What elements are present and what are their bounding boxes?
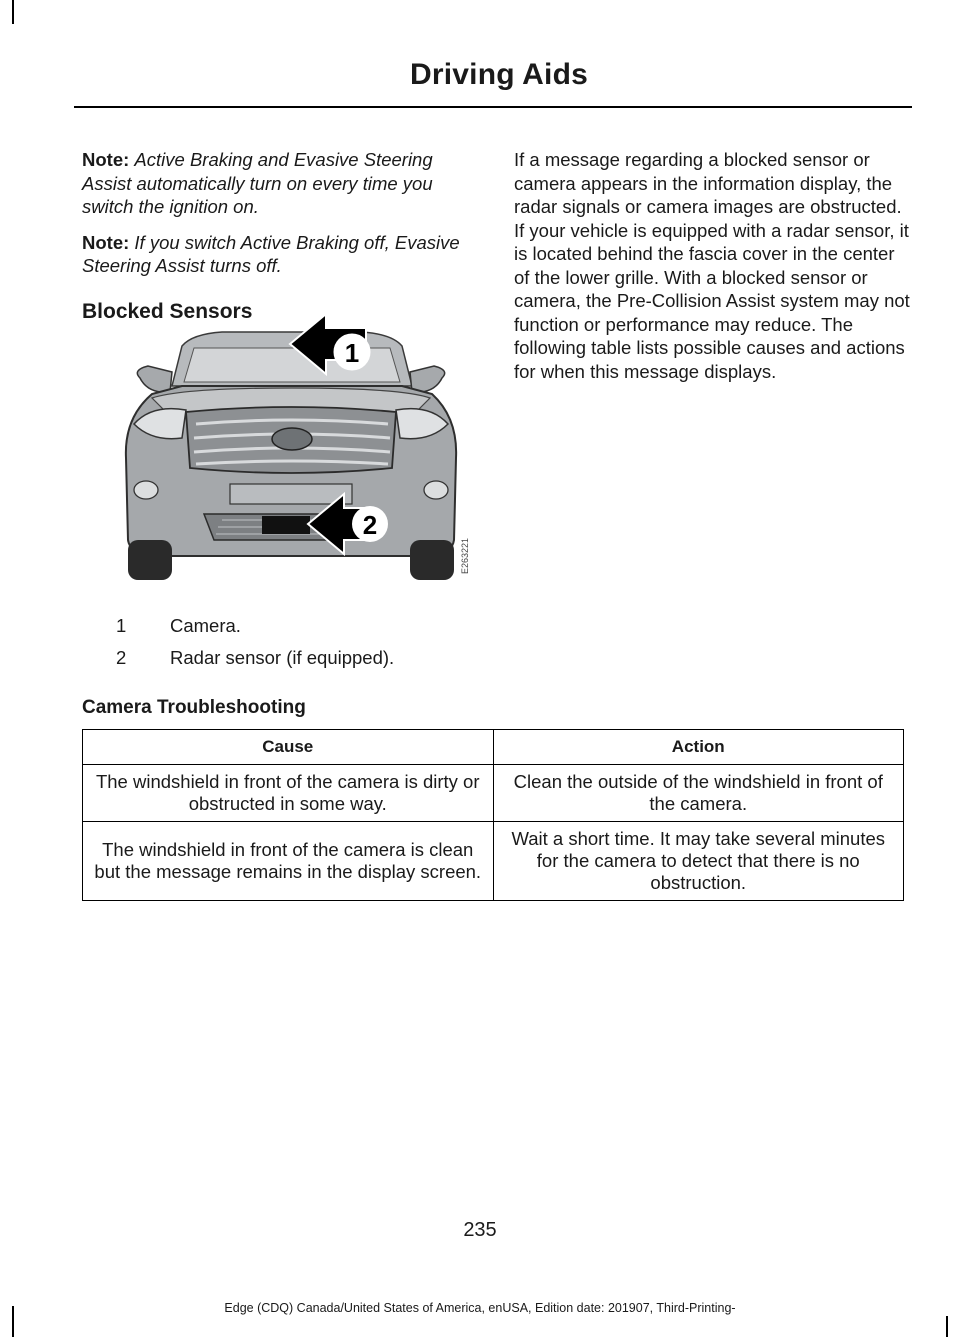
figure-reference-code: E263221	[460, 538, 470, 575]
action-cell: Clean the outside of the windshield in front of the camera.	[493, 765, 904, 822]
table-row	[83, 822, 904, 901]
page-title: Driving Aids	[410, 58, 588, 91]
vehicle-sensor-illustration	[112, 308, 470, 588]
legend-number: 2	[116, 647, 127, 668]
camera-troubleshooting-table	[82, 729, 904, 901]
note-label: Note:	[82, 231, 130, 253]
crop-mark	[946, 1316, 948, 1337]
note-text: Active Braking and Evasive Steering Assist automatically turn on every time you switch the ignition on.	[82, 149, 433, 217]
crop-mark	[12, 0, 14, 24]
table-header-row	[83, 730, 904, 765]
column-header-cause: Cause	[83, 730, 494, 765]
right-column	[514, 148, 910, 395]
vehicle-front-drawing	[112, 308, 470, 588]
callout-number-2: 2	[362, 510, 378, 540]
page-number: 235	[463, 1219, 497, 1241]
table-title: Camera Troubleshooting	[82, 697, 306, 718]
radar-sensor-marker	[262, 516, 310, 534]
legend-text: Radar sensor (if equipped).	[170, 647, 395, 668]
cause-cell: The windshield in front of the camera is clean but the message remains in the display screen.	[83, 822, 494, 901]
callout-number-1: 1	[344, 338, 360, 368]
left-column	[82, 148, 482, 324]
edition-footer: Edge (CDQ) Canada/United States of America, enUSA, Edition date: 201907, Third-Printing-	[224, 1301, 736, 1315]
note-1	[82, 148, 482, 219]
legend-text: Camera.	[170, 615, 241, 636]
note-2	[82, 231, 482, 278]
note-label: Note:	[82, 149, 130, 170]
legend-item	[116, 610, 394, 642]
header-divider	[74, 106, 912, 108]
note-text: If you switch Active Braking off, Evasive Steering Assist turns off.	[82, 231, 460, 276]
action-cell: Wait a short time. It may take several minutes for the camera to detect that there is no obstruction.	[493, 822, 904, 901]
section-heading: Blocked Sensors	[82, 299, 253, 323]
table-row	[83, 765, 904, 822]
figure-legend	[116, 610, 394, 674]
legend-number: 1	[116, 615, 127, 636]
blocked-sensor-paragraph: If a message regarding a blocked sensor or camera appears in the information display, the radar signals or camera images are obstructed. If your vehicle is equipped with a radar sensor, it is located behind the fascia cover in the center of the lower grille. With a blocked sensor or camera, the Pre-Collision Assist system may not function or performance may reduce. The following table lists possible causes and actions for when this message displays.	[514, 149, 910, 382]
column-header-action: Action	[493, 730, 904, 765]
legend-item	[116, 642, 394, 674]
cause-cell: The windshield in front of the camera is dirty or obstructed in some way.	[83, 765, 494, 822]
